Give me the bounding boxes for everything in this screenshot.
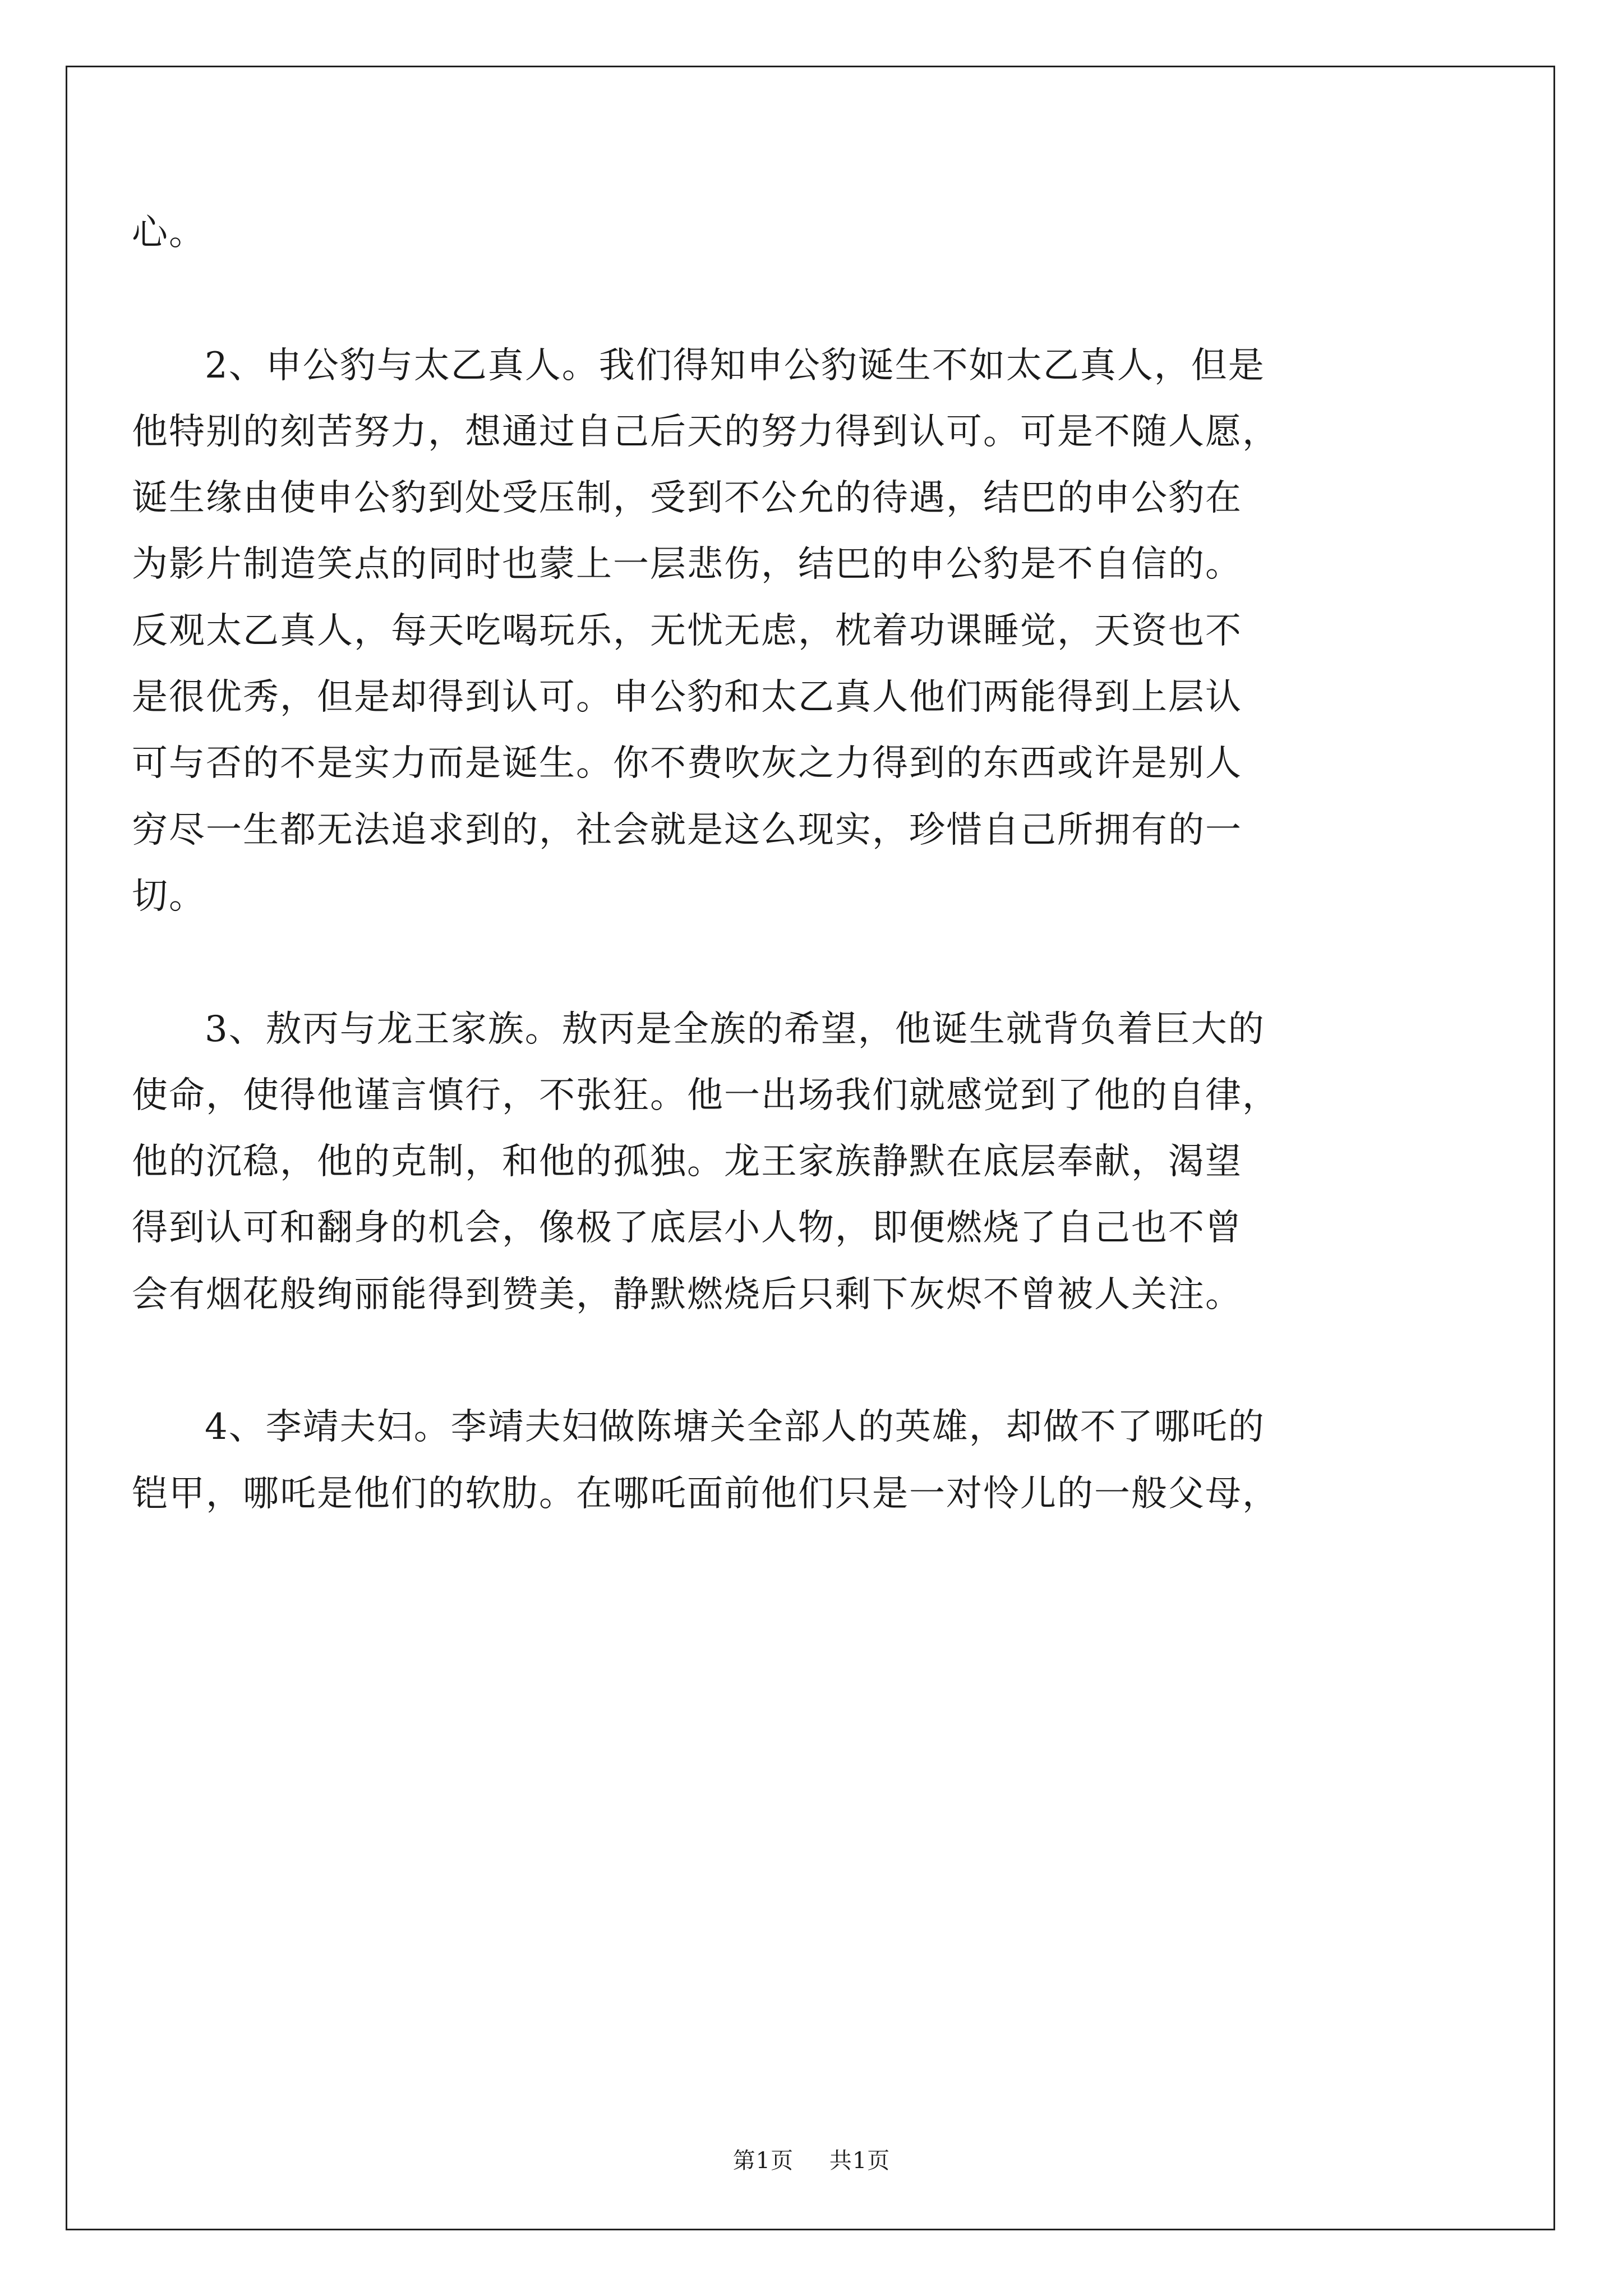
text-line: 会有烟花般绚丽能得到赞美，静默燃烧后只剩下灰烬不曾被人关注。 xyxy=(132,1273,1242,1315)
text-line: 是很优秀，但是却得到认可。申公豹和太乙真人他们两能得到上层认 xyxy=(132,677,1242,719)
text-line: 4、李靖夫妇。李靖夫妇做陈塘关全部人的英雄，却做不了哪吒的 xyxy=(205,1406,1265,1448)
text-line: 为影片制造笑点的同时也蒙上一层悲伤，结巴的申公豹是不自信的。 xyxy=(132,544,1242,586)
text-line: 他的沉稳，他的克制，和他的孤独。龙王家族静默在底层奉献，渴望 xyxy=(132,1141,1242,1183)
text-line: 诞生缘由使申公豹到处受压制，受到不公允的待遇，结巴的申公豹在 xyxy=(132,477,1242,519)
text-line: 可与否的不是实力而是诞生。你不费吹灰之力得到的东西或许是别人 xyxy=(132,743,1242,785)
text-line: 得到认可和翻身的机会，像极了底层小人物，即便燃烧了自己也不曾 xyxy=(132,1207,1242,1249)
page-footer xyxy=(0,2143,1623,2175)
page-total: 共1页 xyxy=(829,2148,891,2174)
text-line: 切。 xyxy=(132,875,206,917)
paragraph xyxy=(132,200,1500,266)
text-line: 使命，使得他谨言慎行，不张狂。他一出场我们就感觉到了他的自律， xyxy=(132,1074,1279,1116)
paragraph xyxy=(132,1394,1500,1527)
page-number: 第1页 xyxy=(732,2148,794,2174)
text-line: 反观太乙真人，每天吃喝玩乐，无忧无虑，枕着功课睡觉，天资也不 xyxy=(132,610,1242,652)
paragraph xyxy=(132,333,1500,930)
text-line: 穷尽一生都无法追求到的，社会就是这么现实，珍惜自己所拥有的一 xyxy=(132,809,1242,851)
paragraph-gap xyxy=(132,266,1500,332)
text-line: 铠甲，哪吒是他们的软肋。在哪吒面前他们只是一对怜儿的一般父母， xyxy=(132,1473,1279,1515)
paragraph-gap xyxy=(132,930,1500,996)
text-line: 他特别的刻苦努力，想通过自己后天的努力得到认可。可是不随人愿， xyxy=(132,411,1279,453)
document-body xyxy=(132,200,1500,1527)
text-line: 2、申公豹与太乙真人。我们得知申公豹诞生不如太乙真人，但是 xyxy=(205,344,1265,386)
text-line: 3、敖丙与龙王家族。敖丙是全族的希望，他诞生就背负着巨大的 xyxy=(205,1008,1265,1050)
paragraph-gap xyxy=(132,1328,1500,1394)
text-line: 心。 xyxy=(132,212,206,254)
paragraph xyxy=(132,996,1500,1328)
